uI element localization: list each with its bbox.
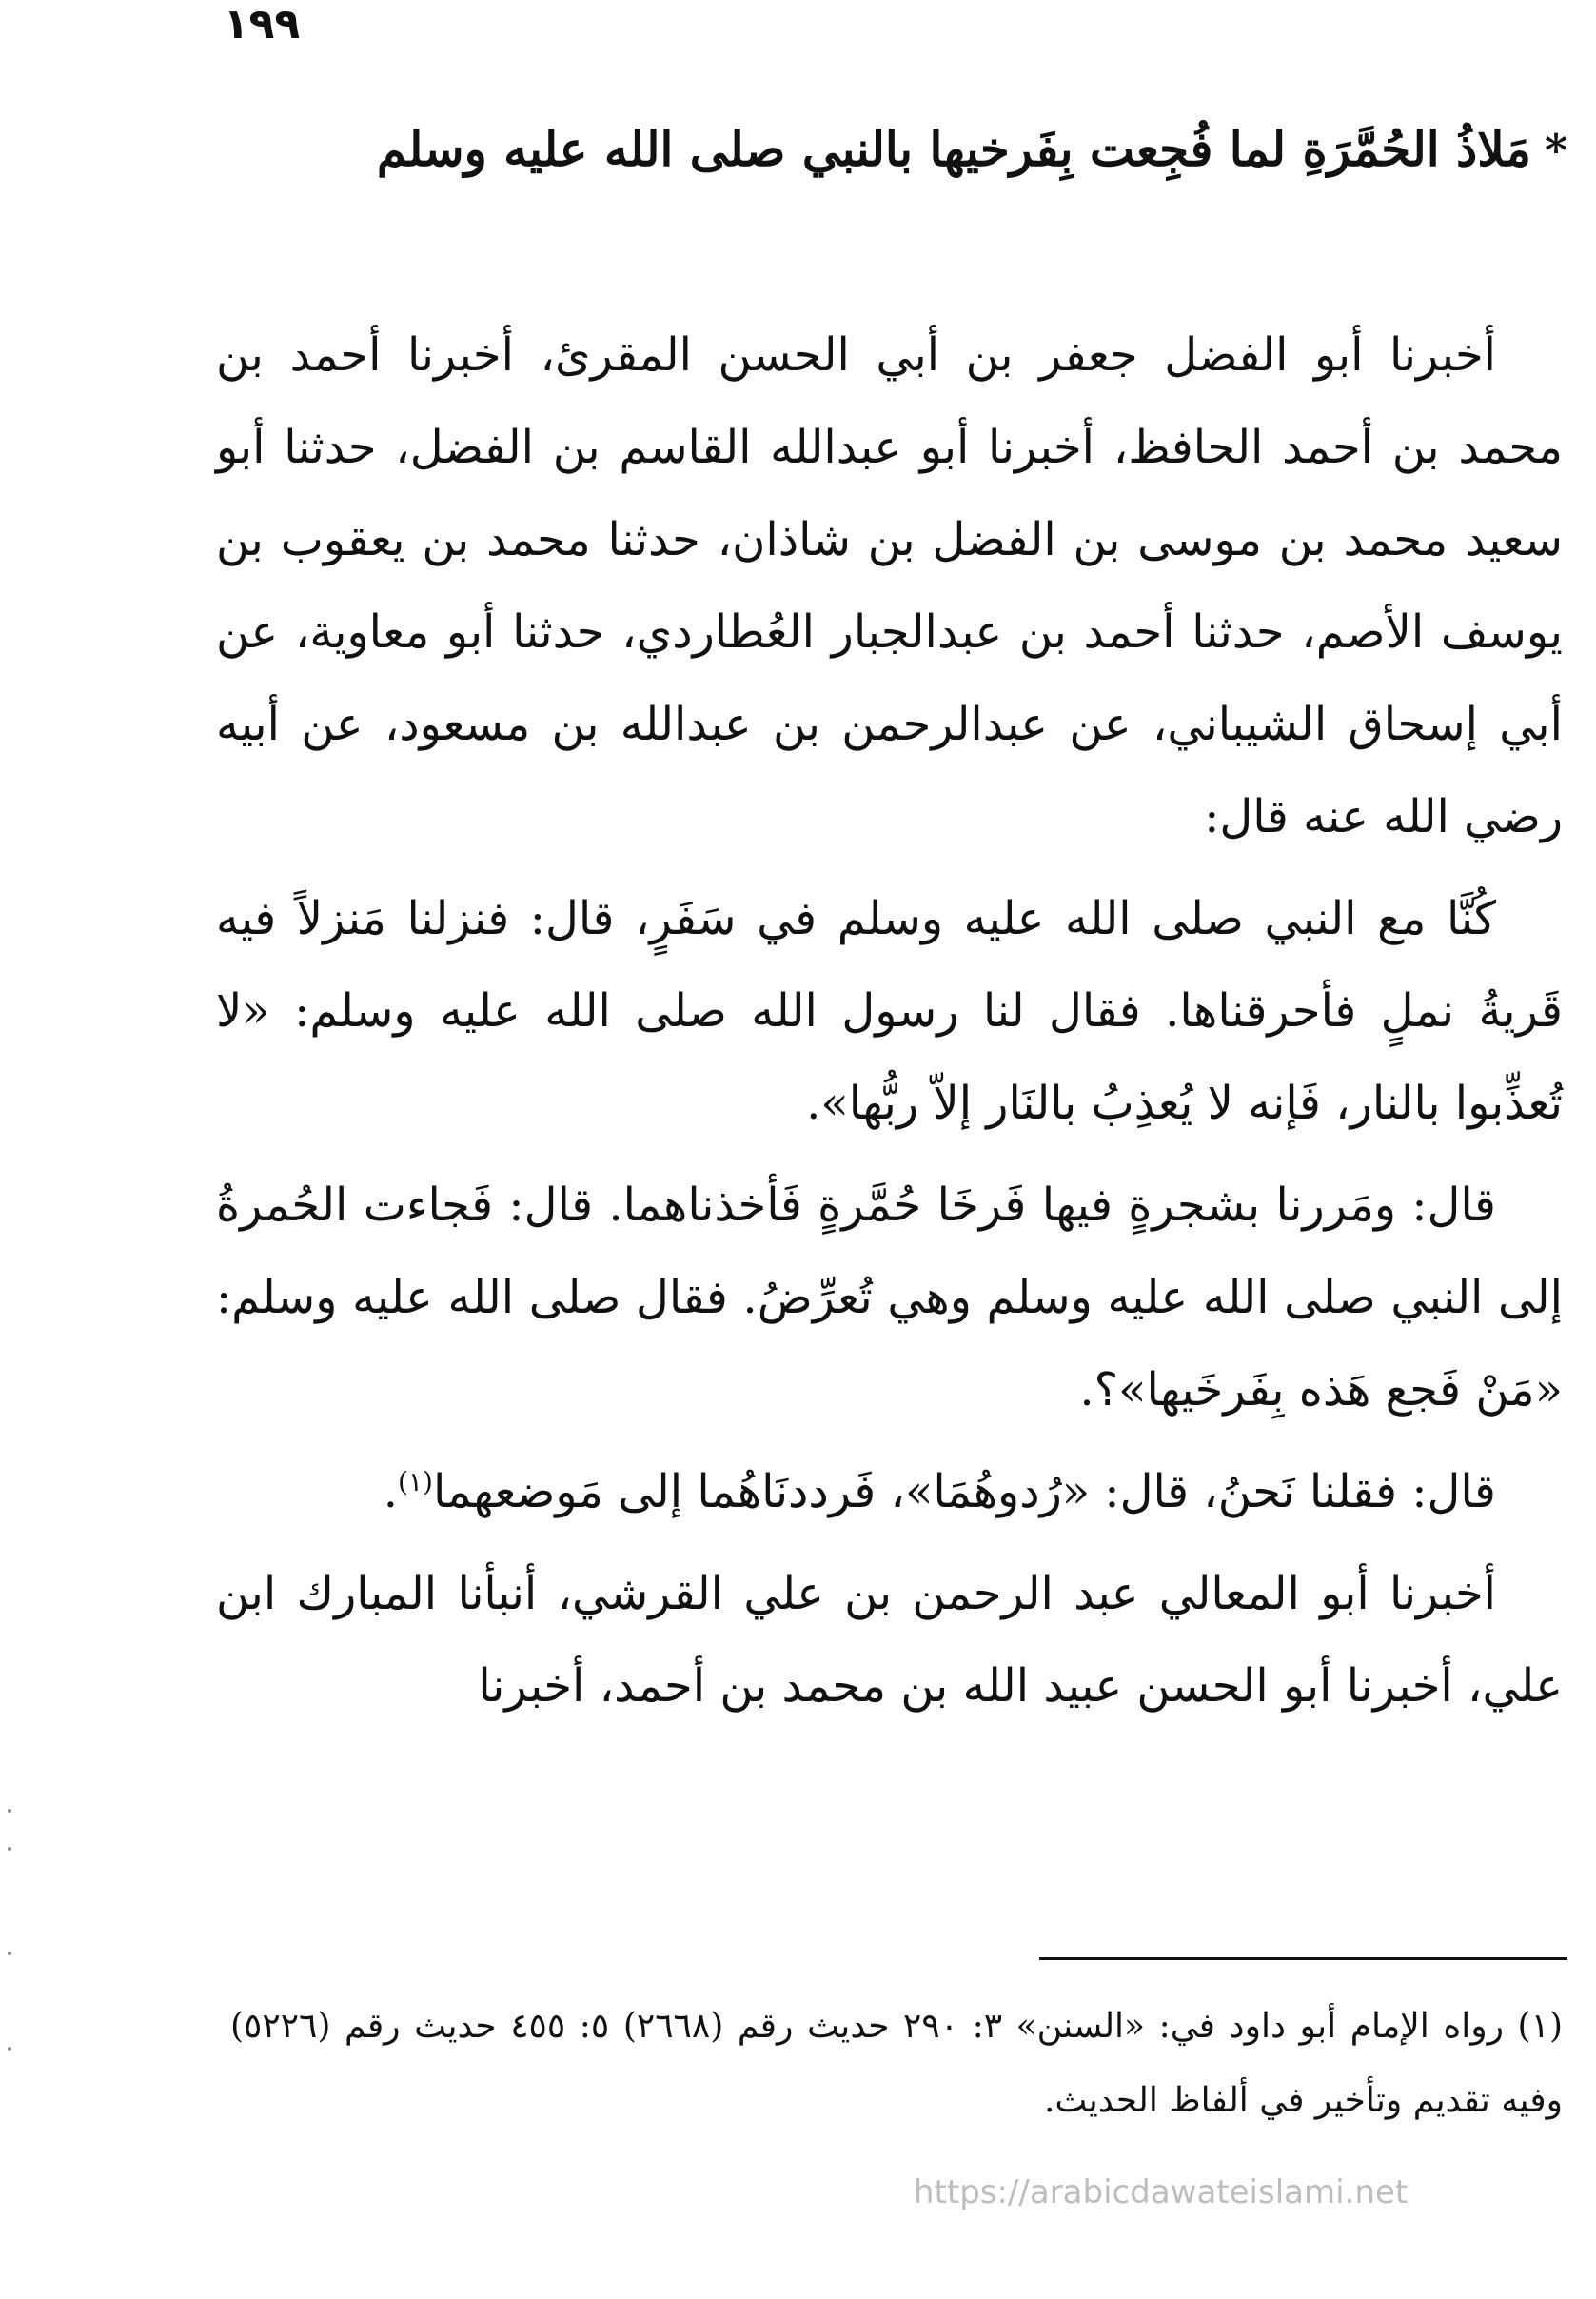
paragraph-return-chicks [216, 1446, 1563, 1538]
footnote-reference: (١) [398, 1466, 433, 1497]
heading-title: مَلاذُ الحُمَّرَةِ لما فُجِعت بِفَرخيها بالنبي صلى الله عليه وسلم [376, 121, 1531, 177]
paragraph-hadith-ants: كُنَّا مع النبي صلى الله عليه وسلم في سَفَرٍ، قال: فنزلنا مَنزلاً فيه قَريةُ نملٍ فأحرقناها. فقال لنا رسول الله صلى الله عليه وسلم: «لا تُعذِّبوا بالنار، فَإنه لا يُعذِبُ بالنَار إلاّ ربُّها». [216, 892, 1563, 1130]
scan-speck [8, 1809, 11, 1813]
scan-specks [6, 1809, 15, 2056]
body-text [216, 309, 1563, 1742]
footnotes [230, 1990, 1563, 2138]
paragraph-return-chicks-text: قال: فقلنا نَحنُ، قال: «رُدوهُمَا»، فَرددنَاهُما إلى مَوضعهما [432, 1465, 1496, 1518]
scan-speck [8, 1847, 11, 1851]
footnote-1: (١) رواه الإمام أبو داود في: «السنن» ٣: ٢٩٠ حديث رقم (٢٦٦٨) ٥: ٤٥٥ حديث رقم (٥٢٢٦) وفيه تقديم وتأخير في ألفاظ الحديث. [230, 2007, 1563, 2120]
scan-speck [8, 1952, 11, 1955]
watermark-url: https://arabicdawateislami.net [914, 2173, 1409, 2211]
scan-speck [8, 2047, 11, 2051]
paragraph-hadith-bird: قال: ومَررنا بشجرةٍ فيها فَرخَا حُمَّرةٍ فَأخذناهما. قال: فَجاءت الحُمرةُ إلى النبي صلى الله عليه وسلم وهي تُعرِّضُ. فقال صلى الله عليه وسلم: «مَنْ فَجع هَذه بِفَرخَيها»؟. [216, 1179, 1563, 1417]
chapter-heading [254, 107, 1567, 193]
footnote-divider [1039, 1957, 1567, 1960]
heading-star-icon: * [1544, 125, 1567, 176]
paragraph-end-mark: . [383, 1465, 399, 1518]
paragraph-isnad-1: أخبرنا أبو الفضل جعفر بن أبي الحسن المقرئ، أخبرنا أحمد بن محمد بن أحمد الحافظ، أخبرنا أبو عبدالله القاسم بن الفضل، حدثنا أبو سعيد محمد بن موسى بن الفضل بن شاذان، حدثنا محمد بن يعقوب بن يوسف الأصم، حدثنا أحمد بن عبدالجبار العُطاردي، حدثنا أبو معاوية، عن أبي إسحاق الشيباني، عن عبدالرحمن بن عبدالله بن مسعود، عن أبيه رضي الله عنه قال: [216, 328, 1563, 843]
page-number: ١٩٩ [223, 0, 301, 49]
paragraph-isnad-2: أخبرنا أبو المعالي عبد الرحمن بن علي القرشي، أنبأنا المبارك ابن علي، أخبرنا أبو الحسن عبيد الله بن محمد بن أحمد، أخبرنا [216, 1567, 1563, 1713]
